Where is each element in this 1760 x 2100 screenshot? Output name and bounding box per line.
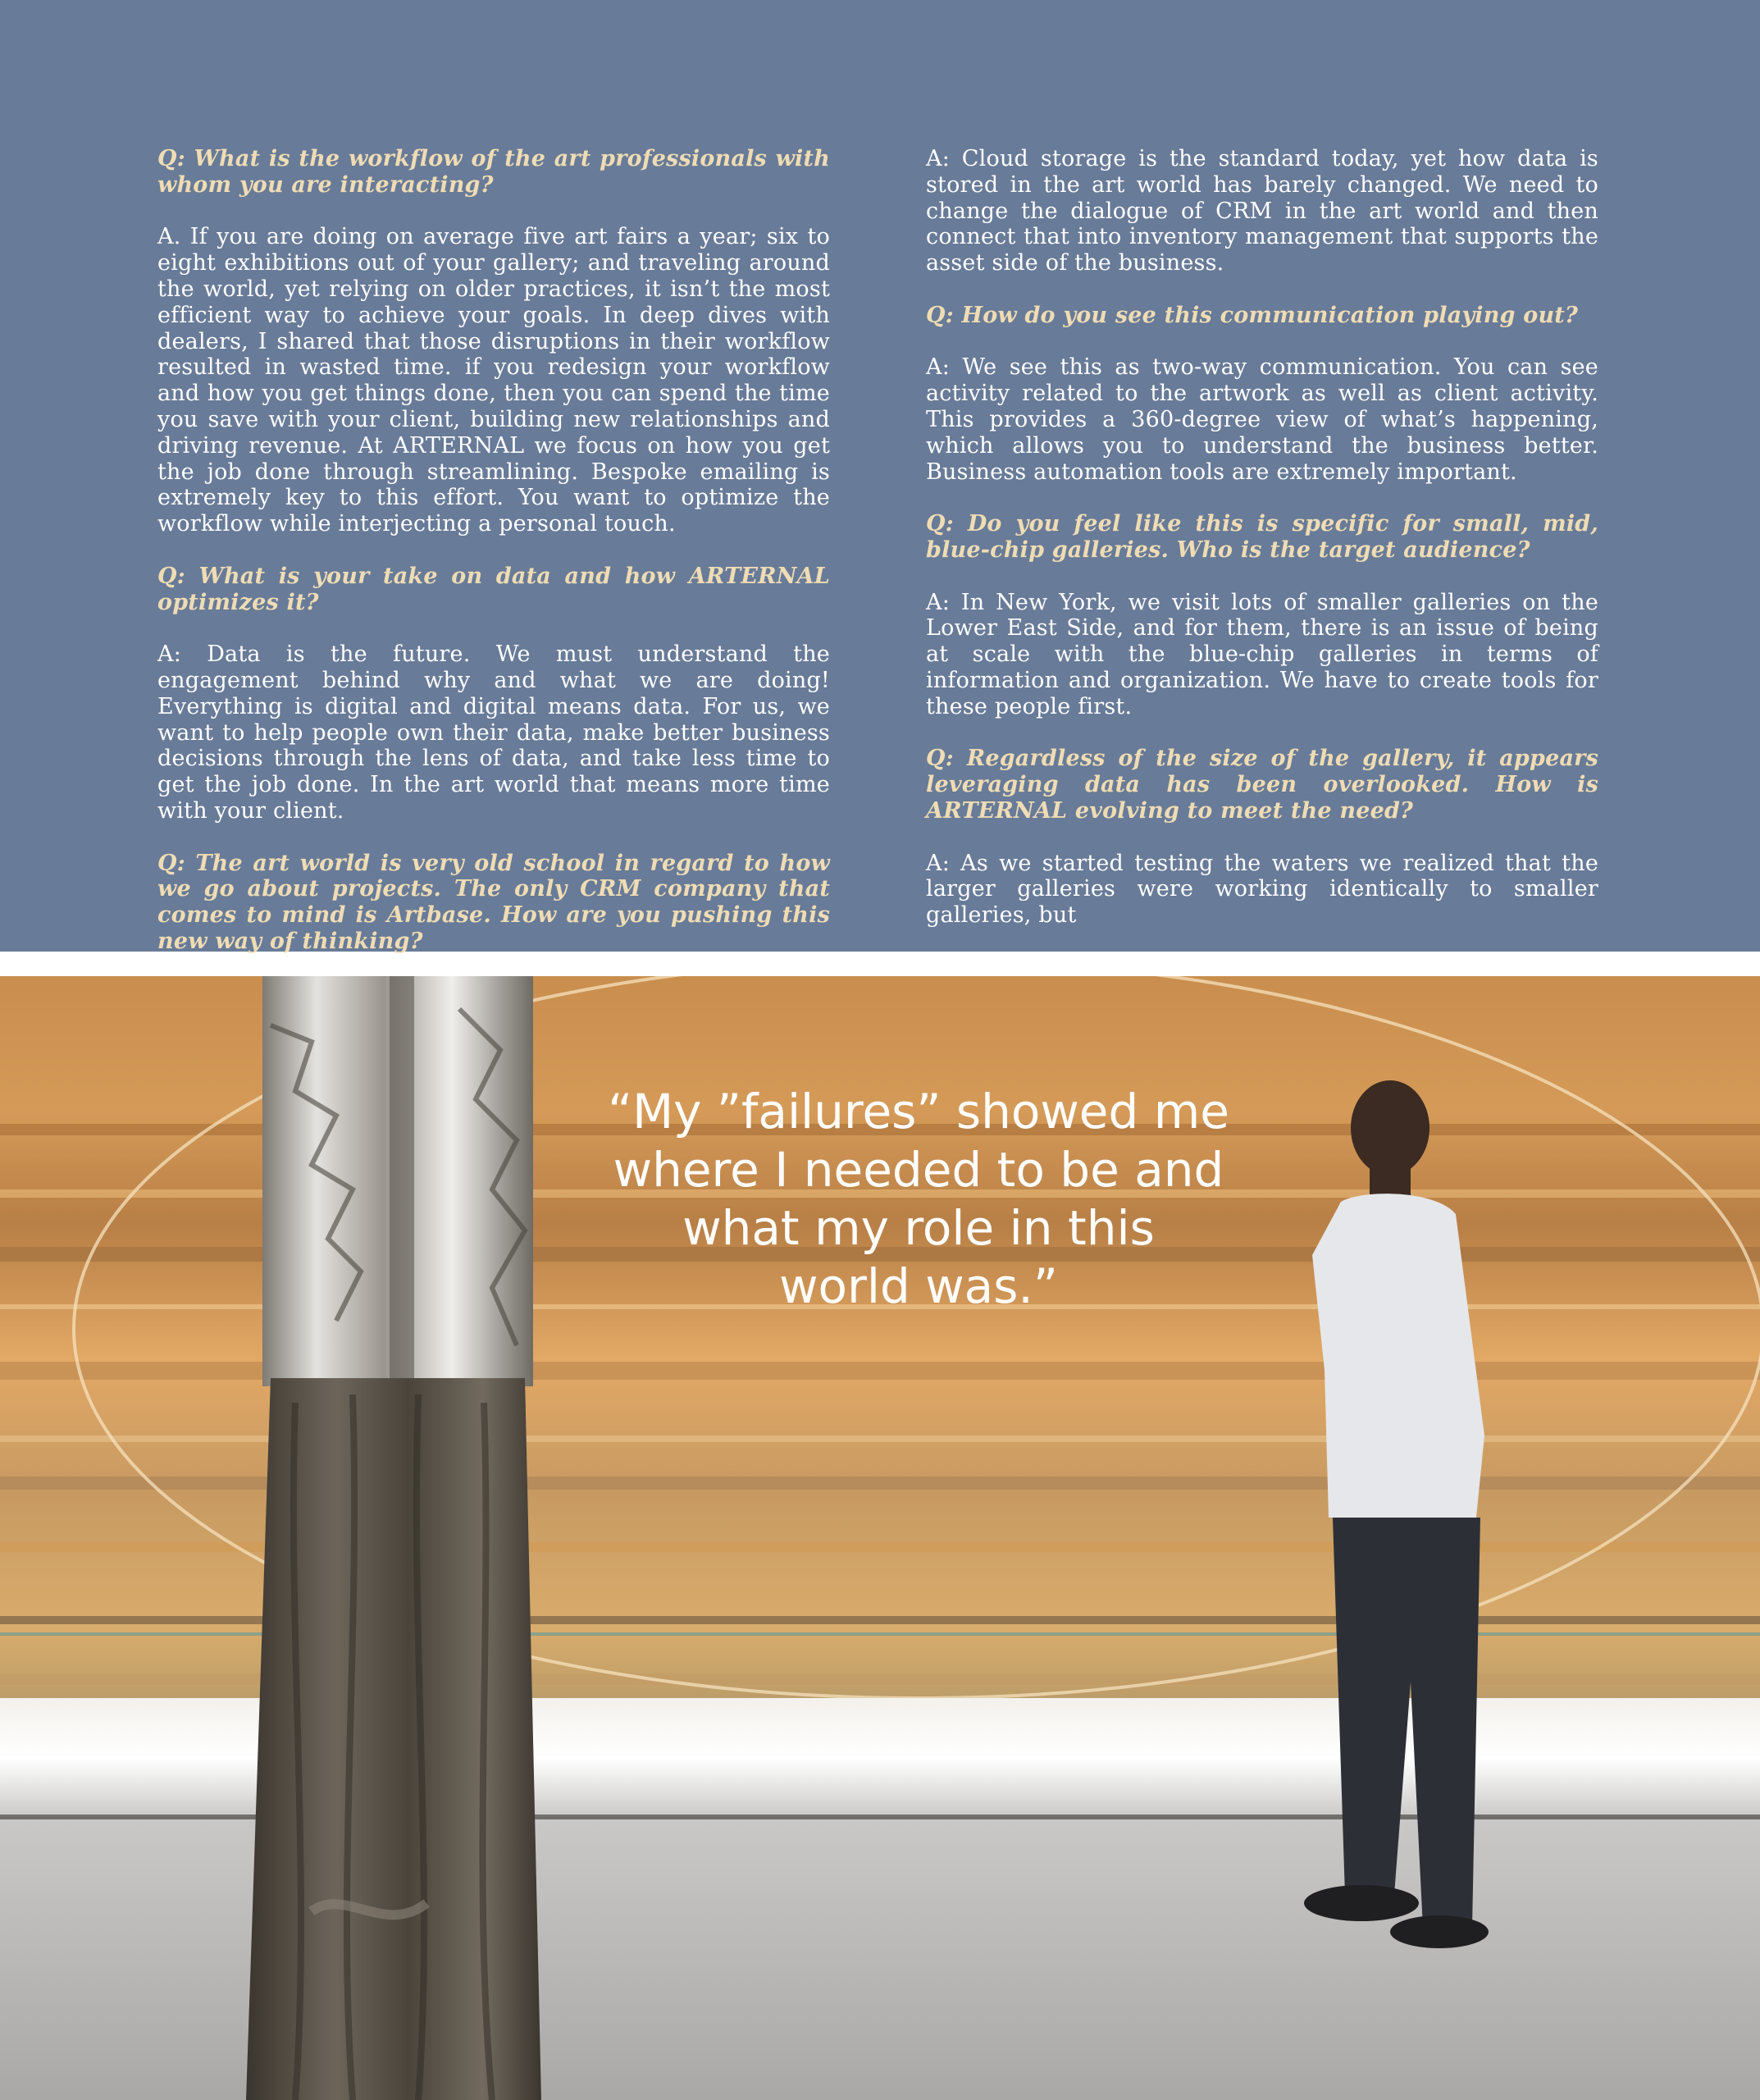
question-paragraph: Q: What is the workflow of the art professionals with whom you are interacting? [157, 146, 830, 198]
sculpture [246, 976, 541, 2100]
question-paragraph: Q: Do you feel like this is specific for small, mid, blue-chip galleries. Who is the target audience? [926, 511, 1598, 563]
interview-column-left [157, 146, 830, 981]
pull-quote-line: where I needed to be and [613, 1142, 1224, 1198]
answer-paragraph: A: Cloud storage is the standard today, yet how data is stored in the art world has barely changed. We need to change the dialogue of CRM in the art world and then connect that into inventory management that supports the asset side of the business. [926, 146, 1598, 276]
question-paragraph: Q: What is your take on data and how ARTERNAL optimizes it? [157, 563, 830, 615]
answer-paragraph: A: Data is the future. We must understand the engagement behind why and what we are doing! Everything is digital and digital means data. For us, we want to help people own their data, make better business decisions through the lens of data, and take less time to get the job done. In the art world that means more time with your client. [157, 641, 830, 824]
text-band [0, 0, 1760, 952]
question-paragraph: Q: How do you see this communication playing out? [926, 302, 1579, 328]
answer-paragraph: A: We see this as two-way communication. You can see activity related to the artwork as well as client activity. This provides a 360-degree view of what’s happening, which allows you to understand the business better. Business automation tools are extremely important. [926, 354, 1598, 485]
answer-paragraph: A: As we started testing the waters we realized that the larger galleries were working identically to smaller galleries, but [926, 850, 1598, 929]
pull-quote-line: world was.” [779, 1258, 1058, 1314]
pull-quote [566, 1083, 1271, 1316]
gallery-photo [0, 976, 1760, 2100]
question-paragraph: Q: Regardless of the size of the gallery, it appears leveraging data has been overlooked. How is ARTERNAL evolving to meet the need? [926, 746, 1598, 824]
answer-paragraph: A. If you are doing on average five art fairs a year; six to eight exhibitions out of your gallery; and traveling around the world, yet relying on older practices, it isn’t the most efficient way to achieve your goals. In deep dives with dealers, I shared that those disruptions in their workflow resulted in wasted time. if you redesign your workflow and how you get things done, then you can spend the time you save with your client, building new relationships and driving revenue. At ARTERNAL we focus on how you get the job done through streamlining. Bespoke emailing is extremely key to this effort. You want to optimize the workflow while interjecting a personal touch. [157, 224, 830, 537]
interview-column-right [926, 146, 1598, 955]
pull-quote-line: what my role in this [682, 1200, 1155, 1256]
question-paragraph: Q: The art world is very old school in regard to how we go about projects. The only CRM company that comes to mind is Artbase. How are you pushing this new way of thinking? [157, 850, 830, 954]
pull-quote-line: “My ”failures” showed me [608, 1084, 1229, 1139]
answer-paragraph: A: In New York, we visit lots of smaller galleries on the Lower East Side, and for them, there is an issue of being at scale with the blue-chip galleries in terms of information and organization. We have to create tools for these people first. [926, 589, 1598, 719]
